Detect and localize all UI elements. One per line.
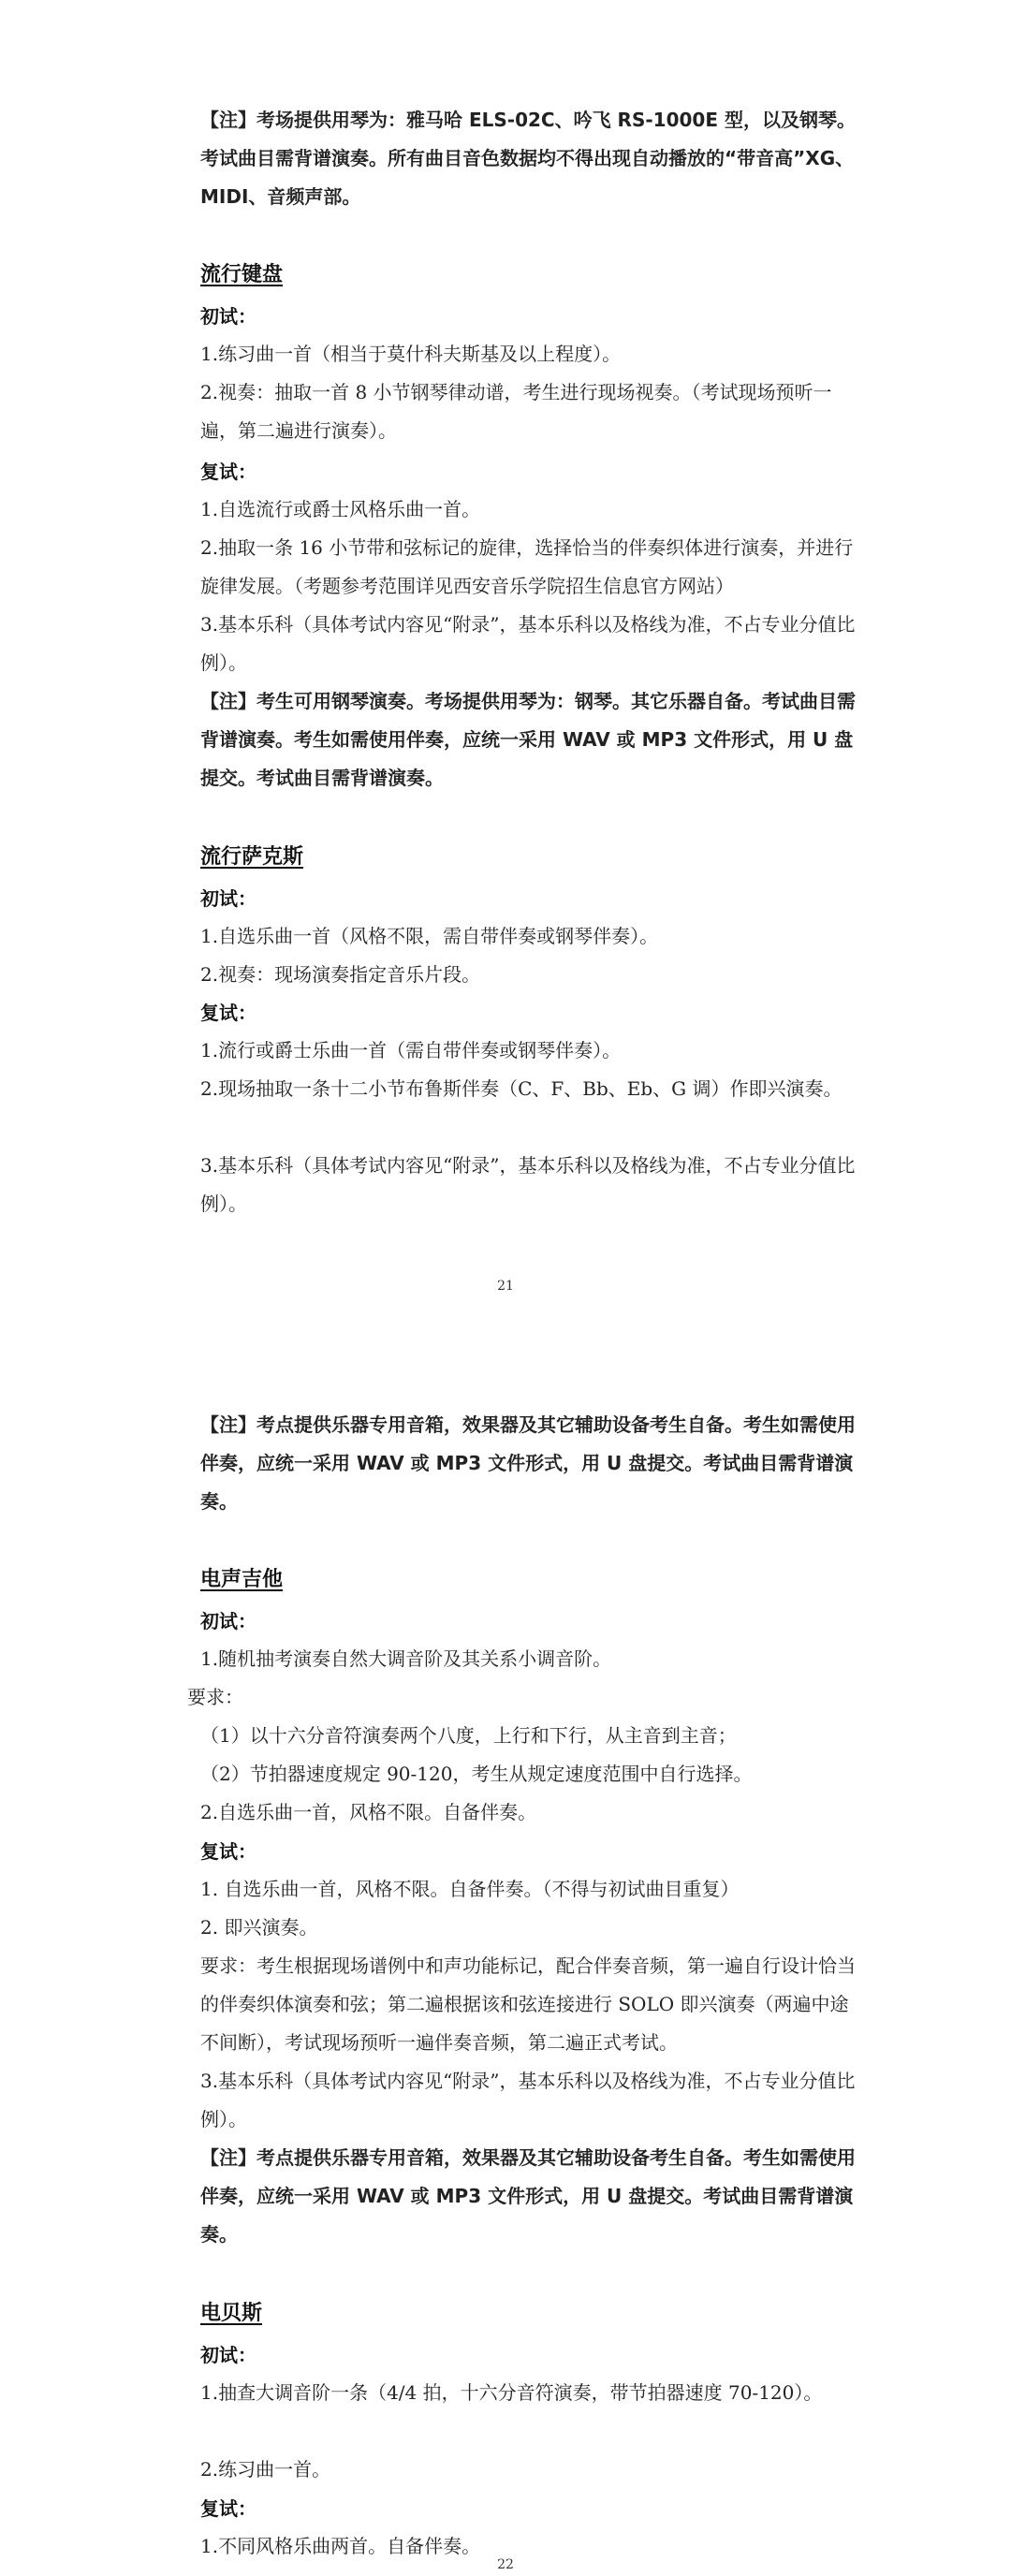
list-item: 1. 自选乐曲一首，风格不限。自备伴奏。（不得与初试曲目重复） [200,1878,740,1900]
list-item: 2.现场抽取一条十二小节布鲁斯伴奏（C、F、Bb、Eb、G 调）作即兴演奏。 [200,1077,842,1100]
round1-label: 初试： [200,2344,256,2366]
list-item: 要求：考生根据现场谱例中和声功能标记，配合伴奏音频，第一遍自行设计恰当的伴奏织体演奏和弦；第二遍根据该和弦连接进行 SOLO 即兴演奏（两遍中途不间断），考试现场预听一遍伴奏音频，第二遍正式考试。 [200,1954,856,2054]
list-item: 1.不同风格乐曲两首。自备伴奏。 [200,2535,481,2557]
round1-label: 初试： [200,1610,256,1632]
document-page-22 [0,1348,1011,2576]
list-item: 1.抽查大调音阶一条（4/4 拍，十六分音符演奏，带节拍器速度 70-120）。 [200,2381,823,2404]
list-item: 3.基本乐科（具体考试内容见“附录”，基本乐科以及格线为准，不占专业分值比例）。 [200,1154,856,1215]
note-amplifier: 【注】考点提供乐器专用音箱，效果器及其它辅助设备考生自备。考生如需使用伴奏，应统一采用 WAV 或 MP3 文件形式，用 U 盘提交。考试曲目需背谱演奏。 [200,1413,856,1513]
list-item: 要求： [187,1686,243,1708]
page-number: 21 [497,1279,514,1294]
round1-label: 初试： [200,305,256,328]
list-item: 2. 即兴演奏。 [200,1916,318,1939]
list-item: 1.流行或爵士乐曲一首（需自带伴奏或钢琴伴奏）。 [200,1039,622,1061]
section-title-pop-keyboard: 流行键盘 [200,263,284,286]
list-item: 2.自选乐曲一首，风格不限。自备伴奏。 [200,1801,537,1823]
note-guitar: 【注】考点提供乐器专用音箱，效果器及其它辅助设备考生自备。考生如需使用伴奏，应统一采用 WAV 或 MP3 文件形式，用 U 盘提交。考试曲目需背谱演奏。 [200,2146,856,2246]
round2-label: 复试： [200,461,256,483]
list-item: 3.基本乐科（具体考试内容见“附录”，基本乐科以及格线为准，不占专业分值比例）。 [200,613,856,674]
section-title-electric-bass: 电贝斯 [200,2302,263,2325]
section-title-electric-guitar: 电声吉他 [200,1568,284,1591]
round2-label: 复试： [200,2497,256,2520]
list-item: 1.自选流行或爵士风格乐曲一首。 [200,498,481,520]
round2-label: 复试： [200,1002,256,1024]
list-item: 1.练习曲一首（相当于莫什科夫斯基及以上程度）。 [200,343,622,365]
list-item: （1）以十六分音符演奏两个八度，上行和下行，从主音到主音； [200,1724,737,1747]
section-title-pop-sax: 流行萨克斯 [200,845,304,869]
round2-label: 复试： [200,1840,256,1863]
list-item: 2.抽取一条 16 小节带和弦标记的旋律，选择恰当的伴奏织体进行演奏，并进行旋律发展。（考题参考范围详见西安音乐学院招生信息官方网站） [200,536,854,597]
list-item: 1.自选乐曲一首（风格不限，需自带伴奏或钢琴伴奏）。 [200,925,659,947]
note-instruments: 【注】考场提供用琴为：雅马哈 ELS-02C、吟飞 RS-1000E 型，以及钢琴。考试曲目需背谱演奏。所有曲目音色数据均不得出现自动播放的“带音高”XG、MIDI、音频声部。 [200,109,856,208]
page-number: 22 [497,2557,514,2572]
list-item: 2.视奏：抽取一首 8 小节钢琴律动谱，考生进行现场视奏。（考试现场预听一遍，第二遍进行演奏）。 [200,381,832,442]
list-item: （2）节拍器速度规定 90-120，考生从规定速度范围中自行选择。 [200,1763,753,1785]
list-item: 1.随机抽考演奏自然大调音阶及其关系小调音阶。 [200,1647,612,1670]
round1-label: 初试： [200,887,256,910]
list-item: 2.视奏：现场演奏指定音乐片段。 [200,963,481,986]
list-item: 3.基本乐科（具体考试内容见“附录”，基本乐科以及格线为准，不占专业分值比例）。 [200,2070,856,2130]
note-keyboard: 【注】考生可用钢琴演奏。考场提供用琴为：钢琴。其它乐器自备。考试曲目需背谱演奏。考生如需使用伴奏，应统一采用 WAV 或 MP3 文件形式，用 U 盘提交。考试曲目需背谱演奏。 [200,690,856,789]
list-item: 2.练习曲一首。 [200,2458,331,2481]
